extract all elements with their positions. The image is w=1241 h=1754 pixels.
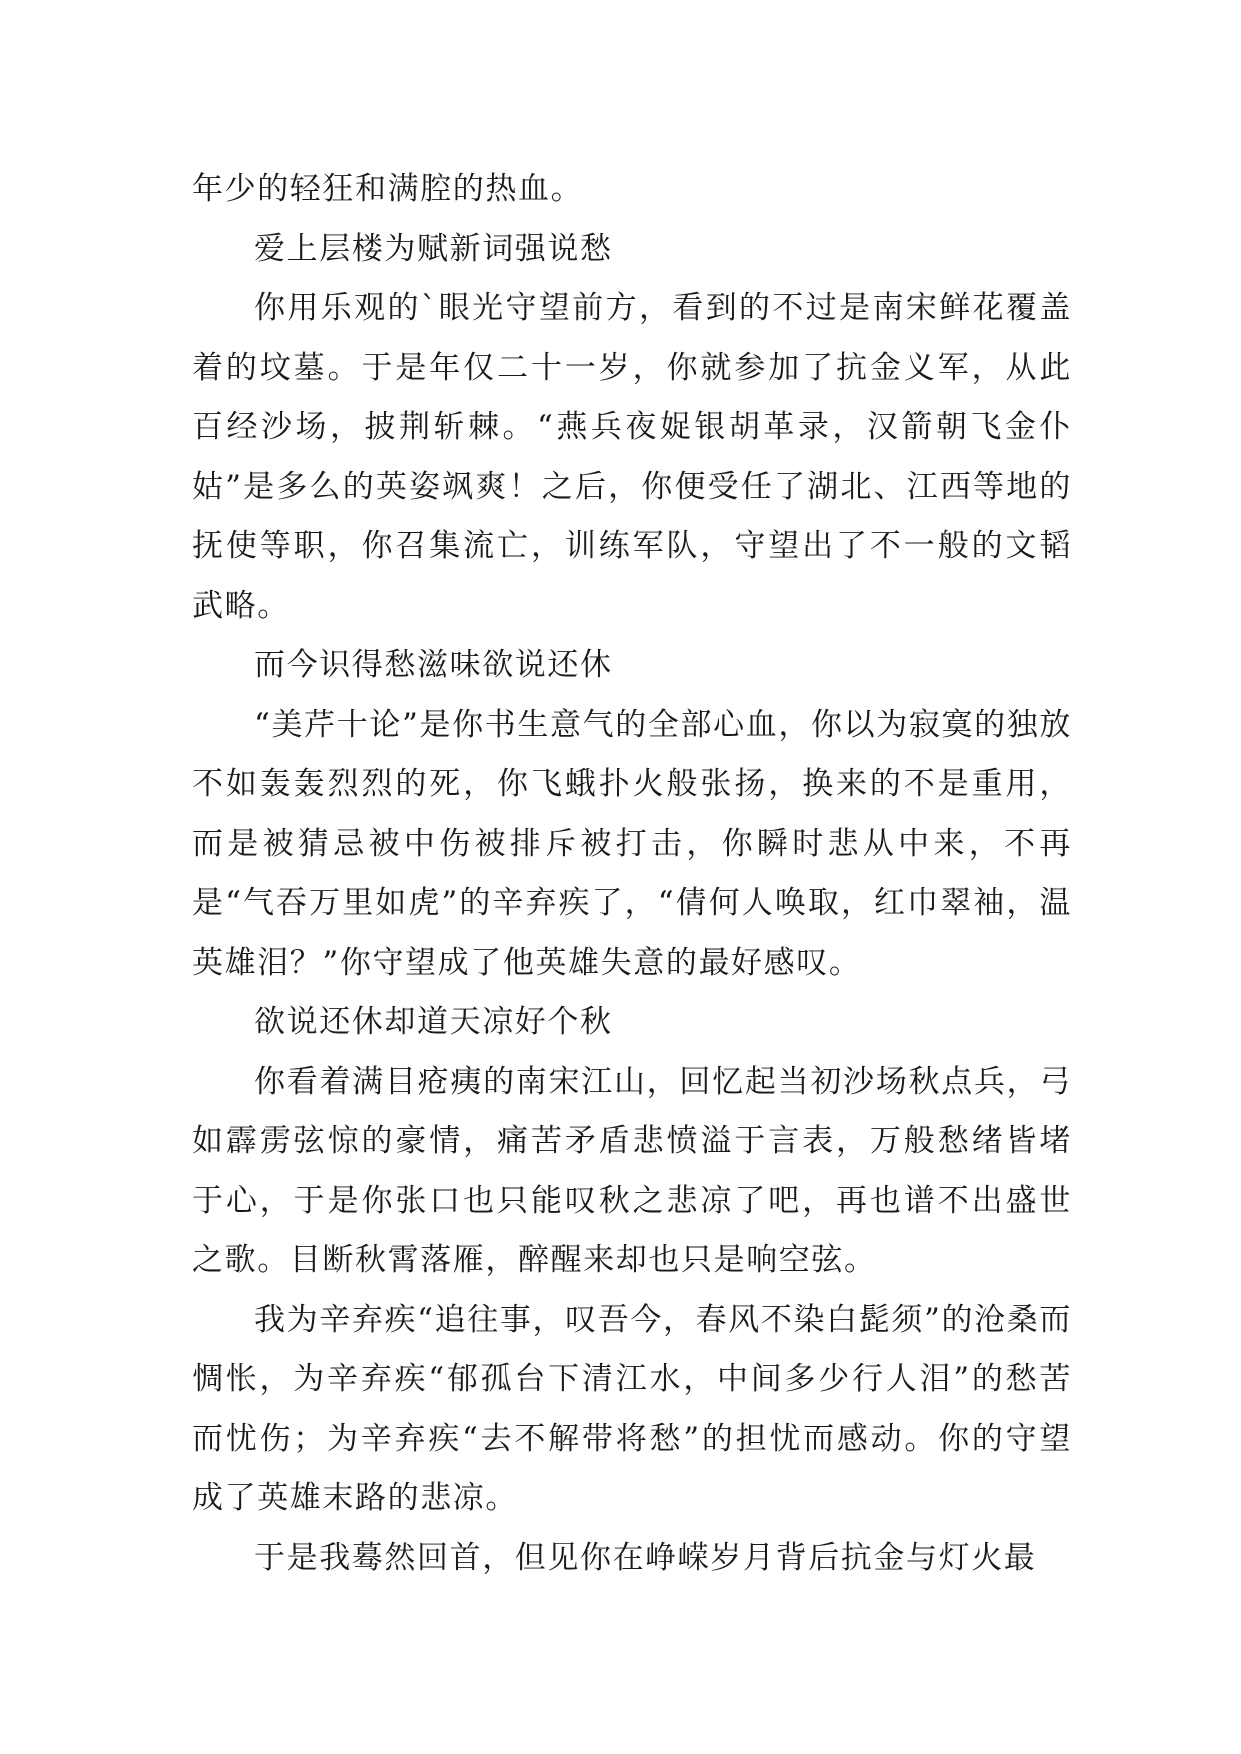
paragraph-5: 我为辛弃疾“追往事，叹吾今，春风不染白髭须”的沧桑而惆怅，为辛弃疾“郁孤台下清江水，中间多少行人泪”的愁苦而忧伤；为辛弃疾“去不解带将愁”的担忧而感动。你的守望成了英雄末路的悲凉。 xyxy=(192,1301,1072,1516)
section-heading-2: 而今识得愁滋味欲说还休 xyxy=(254,647,613,683)
section-heading-1: 爱上层楼为赋新词强说愁 xyxy=(254,230,613,267)
section-heading-3: 欲说还休却道天凉好个秋 xyxy=(254,1004,613,1040)
paragraph-3: “美芹十论”是你书生意气的全部心血，你以为寂寞的独放不如轰轰烈烈的死，你飞蛾扑火般张扬，换来的不是重用，而是被猜忌被中伤被排斥被打击，你瞬时悲从中来，不再是“气吞万里如虎”的辛弃疾了，“倩何人唤取，红巾翠袖，温英雄泪？”你守望成了他英雄失意的最好感叹。 xyxy=(192,706,1072,981)
paragraph-1: 年少的轻狂和满腔的热血。 xyxy=(192,171,584,207)
paragraph-2: 你用乐观的`眼光守望前方，看到的不过是南宋鲜花覆盖着的坟墓。于是年仅二十一岁，你就参加了抗金义军，从此百经沙场，披荆斩棘。“燕兵夜娖银胡革录，汉箭朝飞金仆姑”是多么的英姿飒爽！之后，你便受任了湖北、江西等地的抚使等职，你召集流亡，训练军队，守望出了不一般的文韬武略。 xyxy=(192,290,1072,624)
document-body xyxy=(192,160,1072,1588)
paragraph-6: 于是我蓦然回首，但见你在峥嵘岁月背后抗金与灯火最 xyxy=(254,1539,1037,1576)
paragraph-4: 你看着满目疮痍的南宋江山，回忆起当初沙场秋点兵，弓如霹雳弦惊的豪情，痛苦矛盾悲愤溢于言表，万般愁绪皆堵于心，于是你张口也只能叹秋之悲凉了吧，再也谱不出盛世之歌。目断秋霄落雁，醉醒来却也只是响空弦。 xyxy=(192,1063,1072,1278)
